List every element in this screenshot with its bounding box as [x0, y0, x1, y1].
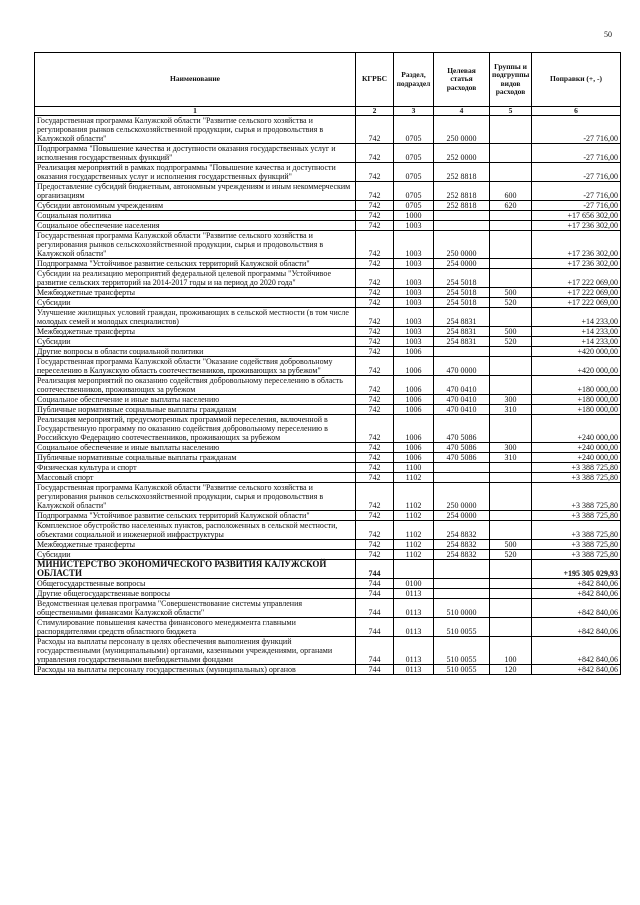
row-target: 252 8818 [434, 182, 490, 201]
row-target [434, 560, 490, 579]
row-group [490, 463, 532, 473]
table-row [35, 327, 621, 337]
row-kgrbs: 742 [356, 327, 394, 337]
row-section: 0113 [394, 637, 434, 665]
row-amount: +3 388 725,80 [532, 463, 621, 473]
row-target: 254 5018 [434, 269, 490, 288]
row-amount: +420 000,00 [532, 357, 621, 376]
row-section: 1006 [394, 415, 434, 443]
row-group: 520 [490, 550, 532, 560]
row-kgrbs: 742 [356, 540, 394, 550]
row-name: Улучшение жилищных условий граждан, проживающих в сельской местности (в том числе молодых семей и молодых специалистов) [35, 308, 356, 327]
row-section: 1006 [394, 453, 434, 463]
row-name: Межбюджетные трансферты [35, 288, 356, 298]
table-row [35, 405, 621, 415]
row-amount: +240 000,00 [532, 443, 621, 453]
table-row [35, 618, 621, 637]
row-name: Другие вопросы в области социальной политики [35, 347, 356, 357]
row-target: 250 0000 [434, 483, 490, 511]
table-row [35, 473, 621, 483]
table-row [35, 560, 621, 579]
row-kgrbs: 742 [356, 395, 394, 405]
row-kgrbs: 744 [356, 599, 394, 618]
row-group: 120 [490, 665, 532, 675]
table-row [35, 182, 621, 201]
table-row [35, 259, 621, 269]
row-name: Подпрограмма "Устойчивое развитие сельских территорий Калужской области" [35, 511, 356, 521]
row-amount: +14 233,00 [532, 308, 621, 327]
table-row [35, 395, 621, 405]
row-target [434, 221, 490, 231]
row-section: 1102 [394, 483, 434, 511]
row-section: 1006 [394, 405, 434, 415]
row-kgrbs: 744 [356, 665, 394, 675]
column-number: 2 [356, 107, 394, 116]
row-group: 520 [490, 337, 532, 347]
row-group: 520 [490, 298, 532, 308]
row-section: 0113 [394, 618, 434, 637]
row-name: Подпрограмма "Устойчивое развитие сельских территорий Калужской области" [35, 259, 356, 269]
row-section: 0705 [394, 144, 434, 163]
row-section: 1003 [394, 337, 434, 347]
row-amount: -27 716,00 [532, 182, 621, 201]
row-amount: -27 716,00 [532, 201, 621, 211]
header-target: Целевая статья расходов [434, 53, 490, 107]
row-target: 250 0000 [434, 231, 490, 259]
row-group [490, 163, 532, 182]
header-section: Раздел, подраздел [394, 53, 434, 107]
row-target: 470 5086 [434, 443, 490, 453]
row-amount: +180 000,00 [532, 376, 621, 395]
row-section: 1003 [394, 269, 434, 288]
table-row [35, 665, 621, 675]
row-kgrbs: 742 [356, 259, 394, 269]
row-amount: +17 236 302,00 [532, 231, 621, 259]
row-target: 470 0410 [434, 395, 490, 405]
row-section: 1102 [394, 540, 434, 550]
row-amount: +14 233,00 [532, 337, 621, 347]
row-kgrbs: 744 [356, 560, 394, 579]
row-group [490, 347, 532, 357]
column-number: 3 [394, 107, 434, 116]
row-group [490, 599, 532, 618]
row-amount: +17 236 302,00 [532, 221, 621, 231]
row-target: 252 0000 [434, 144, 490, 163]
row-name: МИНИСТЕРСТВО ЭКОНОМИЧЕСКОГО РАЗВИТИЯ КАЛУЖСКОЙ ОБЛАСТИ [35, 560, 356, 579]
table-row [35, 443, 621, 453]
row-section: 1102 [394, 473, 434, 483]
row-name: Государственная программа Калужской области "Развитие сельского хозяйства и регулирования рынков сельскохозяйственной продукции, сырья и продовольствия в Калужской области" [35, 116, 356, 144]
row-name: Социальная политика [35, 211, 356, 221]
row-target [434, 347, 490, 357]
column-number: 4 [434, 107, 490, 116]
row-kgrbs: 742 [356, 269, 394, 288]
row-group [490, 231, 532, 259]
table-row [35, 511, 621, 521]
row-group [490, 579, 532, 589]
row-group [490, 511, 532, 521]
row-group: 500 [490, 540, 532, 550]
row-kgrbs: 742 [356, 231, 394, 259]
row-section: 0113 [394, 665, 434, 675]
row-amount: +3 388 725,80 [532, 521, 621, 540]
row-group: 300 [490, 395, 532, 405]
row-group [490, 357, 532, 376]
row-amount: +3 388 725,80 [532, 550, 621, 560]
row-target: 470 0410 [434, 405, 490, 415]
table-row [35, 231, 621, 259]
row-kgrbs: 742 [356, 405, 394, 415]
row-kgrbs: 742 [356, 443, 394, 453]
row-amount: +240 000,00 [532, 453, 621, 463]
row-name: Реализация мероприятий, предусмотренных программой переселения, включенной в Государственную программу по оказанию содействия добровольному переселению в Российскую Федерацию соотечественников, проживающих за рубежом [35, 415, 356, 443]
row-section: 1006 [394, 347, 434, 357]
row-target: 254 5018 [434, 288, 490, 298]
row-section: 0100 [394, 579, 434, 589]
row-amount: +842 840,06 [532, 579, 621, 589]
row-kgrbs: 742 [356, 376, 394, 395]
row-amount: +14 233,00 [532, 327, 621, 337]
row-group: 100 [490, 637, 532, 665]
row-amount: +17 222 069,00 [532, 298, 621, 308]
table-row [35, 298, 621, 308]
table-row [35, 201, 621, 211]
row-section: 0113 [394, 589, 434, 599]
row-target: 470 5086 [434, 453, 490, 463]
row-group: 310 [490, 405, 532, 415]
row-name: Общегосударственные вопросы [35, 579, 356, 589]
row-target: 254 8831 [434, 308, 490, 327]
row-group [490, 618, 532, 637]
row-section [394, 560, 434, 579]
row-target: 510 0055 [434, 618, 490, 637]
row-target: 470 0410 [434, 376, 490, 395]
row-group [490, 376, 532, 395]
row-kgrbs: 742 [356, 463, 394, 473]
column-number: 5 [490, 107, 532, 116]
row-target: 510 0055 [434, 665, 490, 675]
row-name: Расходы на выплаты персоналу государственных (муниципальных) органов [35, 665, 356, 675]
row-amount: +195 305 029,93 [532, 560, 621, 579]
row-name: Подпрограмма "Повышение качества и доступности оказания государственных услуг и исполнения государственных функций" [35, 144, 356, 163]
row-amount: +17 656 302,00 [532, 211, 621, 221]
table-row [35, 308, 621, 327]
row-section: 1100 [394, 463, 434, 473]
row-kgrbs: 742 [356, 211, 394, 221]
row-target [434, 211, 490, 221]
budget-table [34, 52, 621, 675]
row-section: 0705 [394, 163, 434, 182]
row-section: 1006 [394, 395, 434, 405]
table-row [35, 463, 621, 473]
row-target: 252 8818 [434, 163, 490, 182]
row-kgrbs: 744 [356, 618, 394, 637]
row-section: 1003 [394, 231, 434, 259]
header-groups: Группы и подгруппы видов расходов [490, 53, 532, 107]
row-name: Государственная программа Калужской области "Развитие сельского хозяйства и регулирования рынков сельскохозяйственной продукции, сырья и продовольствия в Калужской области" [35, 483, 356, 511]
row-name: Социальное обеспечение и иные выплаты населению [35, 443, 356, 453]
table-row [35, 579, 621, 589]
row-target [434, 579, 490, 589]
table-header-row [35, 53, 621, 107]
row-group [490, 308, 532, 327]
row-amount: -27 716,00 [532, 116, 621, 144]
table-row [35, 163, 621, 182]
row-target [434, 473, 490, 483]
header-amendments: Поправки (+, -) [532, 53, 621, 107]
row-kgrbs: 744 [356, 589, 394, 599]
table-row [35, 540, 621, 550]
row-section: 1102 [394, 550, 434, 560]
row-kgrbs: 744 [356, 637, 394, 665]
row-section: 1000 [394, 211, 434, 221]
column-number-row [35, 107, 621, 116]
row-name: Межбюджетные трансферты [35, 540, 356, 550]
table-row [35, 599, 621, 618]
row-amount: -27 716,00 [532, 163, 621, 182]
row-section: 1102 [394, 511, 434, 521]
row-group [490, 144, 532, 163]
row-target: 470 0000 [434, 357, 490, 376]
row-amount: +17 222 069,00 [532, 288, 621, 298]
row-name: Другие общегосударственные вопросы [35, 589, 356, 599]
row-group: 500 [490, 327, 532, 337]
row-name: Реализация мероприятий по оказанию содействия добровольному переселению в область соотечественников, проживающих за рубежом [35, 376, 356, 395]
row-name: Государственная программа Калужской области "Развитие сельского хозяйства и регулирования рынков сельскохозяйственной продукции, сырья и продовольствия в Калужской области" [35, 231, 356, 259]
row-name: Массовый спорт [35, 473, 356, 483]
row-kgrbs: 742 [356, 337, 394, 347]
row-name: Публичные нормативные социальные выплаты гражданам [35, 405, 356, 415]
row-group [490, 211, 532, 221]
row-target: 254 8832 [434, 550, 490, 560]
row-amount: +180 000,00 [532, 395, 621, 405]
row-name: Публичные нормативные социальные выплаты гражданам [35, 453, 356, 463]
row-group [490, 521, 532, 540]
row-target [434, 589, 490, 599]
table-row [35, 521, 621, 540]
table-row [35, 269, 621, 288]
row-kgrbs: 742 [356, 550, 394, 560]
row-target: 254 0000 [434, 511, 490, 521]
row-section: 1003 [394, 327, 434, 337]
table-row [35, 144, 621, 163]
row-amount: +3 388 725,80 [532, 483, 621, 511]
row-group [490, 415, 532, 443]
row-section: 1003 [394, 298, 434, 308]
header-name: Наименование [35, 53, 356, 107]
row-amount: +17 222 069,00 [532, 269, 621, 288]
row-group: 600 [490, 182, 532, 201]
row-kgrbs: 742 [356, 483, 394, 511]
row-group: 310 [490, 453, 532, 463]
table-row [35, 347, 621, 357]
row-kgrbs: 742 [356, 473, 394, 483]
row-name: Субсидии автономным учреждениям [35, 201, 356, 211]
table-row [35, 550, 621, 560]
row-group [490, 269, 532, 288]
row-name: Субсидии [35, 337, 356, 347]
row-group: 620 [490, 201, 532, 211]
row-name: Стимулирование повышения качества финансового менеджмента главными распорядителями средств областного бюджета [35, 618, 356, 637]
column-number: 6 [532, 107, 621, 116]
table-row [35, 376, 621, 395]
row-name: Субсидии на реализацию мероприятий федеральной целевой программы "Устойчивое развитие сельских территорий на 2014-2017 годы и на период до 2020 года" [35, 269, 356, 288]
row-amount: +842 840,06 [532, 637, 621, 665]
row-section: 1003 [394, 259, 434, 269]
row-group [490, 116, 532, 144]
row-kgrbs: 742 [356, 144, 394, 163]
row-amount: +3 388 725,80 [532, 540, 621, 550]
row-kgrbs: 742 [356, 298, 394, 308]
row-target: 510 0055 [434, 637, 490, 665]
row-section: 0705 [394, 116, 434, 144]
table-row [35, 288, 621, 298]
row-kgrbs: 742 [356, 521, 394, 540]
row-target: 254 8831 [434, 337, 490, 347]
row-target: 252 8818 [434, 201, 490, 211]
row-name: Физическая культура и спорт [35, 463, 356, 473]
row-kgrbs: 742 [356, 116, 394, 144]
row-amount: +240 000,00 [532, 415, 621, 443]
row-name: Расходы на выплаты персоналу в целях обеспечения выполнения функций государственными (муниципальными) органами, казенными учреждениями, органами управления государственными внебюджетными фондами [35, 637, 356, 665]
row-section: 0705 [394, 201, 434, 211]
table-row [35, 415, 621, 443]
row-kgrbs: 742 [356, 347, 394, 357]
row-target: 250 0000 [434, 116, 490, 144]
row-name: Государственная программа Калужской области "Оказание содействия добровольному переселению в Калужскую область соотечественников, проживающих за рубежом" [35, 357, 356, 376]
table-row [35, 589, 621, 599]
table-row [35, 211, 621, 221]
table-row [35, 453, 621, 463]
row-kgrbs: 744 [356, 579, 394, 589]
row-section: 1003 [394, 288, 434, 298]
row-amount: +180 000,00 [532, 405, 621, 415]
row-kgrbs: 742 [356, 453, 394, 463]
row-group [490, 589, 532, 599]
row-name: Реализация мероприятий в рамках подпрограммы "Повышение качества и доступности оказания государственных услуг и исполнения государственных функций" [35, 163, 356, 182]
row-section: 1006 [394, 376, 434, 395]
row-amount: +420 000,00 [532, 347, 621, 357]
row-amount: +3 388 725,80 [532, 511, 621, 521]
row-group [490, 473, 532, 483]
row-section: 1003 [394, 308, 434, 327]
row-section: 1102 [394, 521, 434, 540]
row-kgrbs: 742 [356, 288, 394, 298]
row-group [490, 259, 532, 269]
row-group [490, 221, 532, 231]
table-row [35, 483, 621, 511]
row-kgrbs: 742 [356, 182, 394, 201]
table-row [35, 337, 621, 347]
row-target: 254 0000 [434, 259, 490, 269]
row-group: 500 [490, 288, 532, 298]
row-group: 300 [490, 443, 532, 453]
row-kgrbs: 742 [356, 308, 394, 327]
column-number: 1 [35, 107, 356, 116]
row-kgrbs: 742 [356, 357, 394, 376]
table-row [35, 637, 621, 665]
row-name: Предоставление субсидий бюджетным, автономным учреждениям и иным некоммерческим организациям [35, 182, 356, 201]
row-target: 254 8831 [434, 327, 490, 337]
row-section: 1006 [394, 357, 434, 376]
row-amount: +17 236 302,00 [532, 259, 621, 269]
row-kgrbs: 742 [356, 511, 394, 521]
page-number: 50 [604, 30, 612, 39]
row-target: 254 8832 [434, 540, 490, 550]
row-name: Социальное обеспечение населения [35, 221, 356, 231]
row-amount: +842 840,06 [532, 589, 621, 599]
row-group [490, 560, 532, 579]
table-row [35, 221, 621, 231]
row-amount: +842 840,06 [532, 618, 621, 637]
row-target: 470 5086 [434, 415, 490, 443]
row-section: 1003 [394, 221, 434, 231]
row-amount: +842 840,06 [532, 665, 621, 675]
row-target: 254 8832 [434, 521, 490, 540]
row-section: 0705 [394, 182, 434, 201]
table-row [35, 357, 621, 376]
row-section: 0113 [394, 599, 434, 618]
row-name: Субсидии [35, 298, 356, 308]
row-target [434, 463, 490, 473]
row-name: Субсидии [35, 550, 356, 560]
row-kgrbs: 742 [356, 163, 394, 182]
header-kgrbs: КГРБС [356, 53, 394, 107]
row-amount: +3 388 725,80 [532, 473, 621, 483]
row-name: Межбюджетные трансферты [35, 327, 356, 337]
row-target: 510 0000 [434, 599, 490, 618]
row-kgrbs: 742 [356, 415, 394, 443]
row-kgrbs: 742 [356, 221, 394, 231]
row-amount: -27 716,00 [532, 144, 621, 163]
table-row [35, 116, 621, 144]
row-name: Социальное обеспечение и иные выплаты населению [35, 395, 356, 405]
row-group [490, 483, 532, 511]
row-target: 254 5018 [434, 298, 490, 308]
row-name: Ведомственная целевая программа "Совершенствование системы управления общественными финансами Калужской области" [35, 599, 356, 618]
row-kgrbs: 742 [356, 201, 394, 211]
row-name: Комплексное обустройство населенных пунктов, расположенных в сельской местности, объектами социальной и инженерной инфраструктуры [35, 521, 356, 540]
row-amount: +842 840,06 [532, 599, 621, 618]
row-section: 1006 [394, 443, 434, 453]
